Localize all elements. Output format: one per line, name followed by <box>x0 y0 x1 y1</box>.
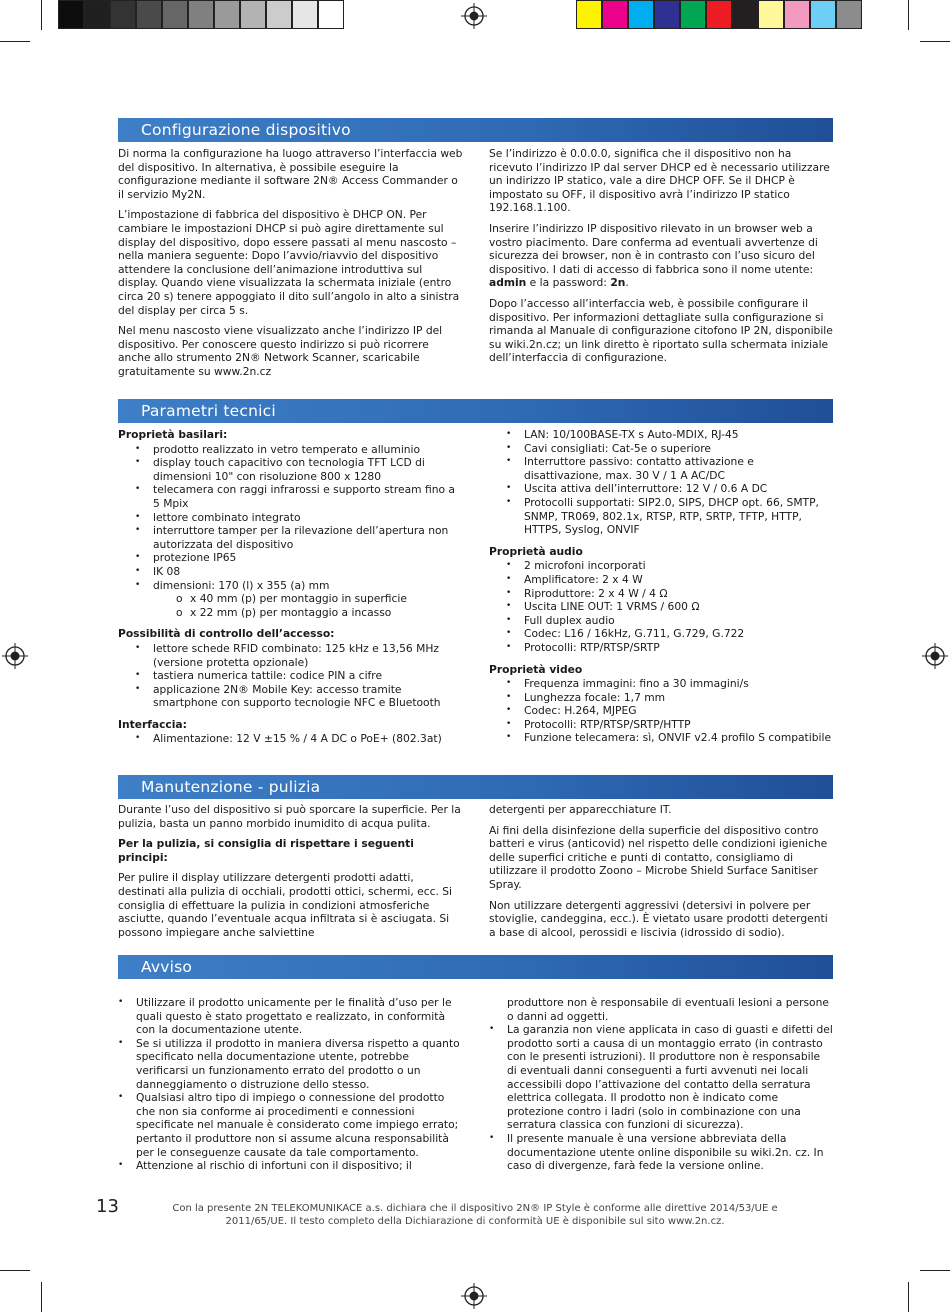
paragraph: Ai fini della disinfezione della superficie del dispositivo contro batteri e virus (anticovid) nel rispetto delle condizioni igieniche delle superfici critiche e punti di contatto, consigliamo di utilizzare il prodotto Zoono – Microbe Shield Surface Sanitiser Spray. <box>489 823 828 891</box>
maintenance-right-column <box>489 803 833 946</box>
color-swatch <box>810 0 836 29</box>
list-item: • Funzione telecamera: sì, ONVIF v2.4 profilo S compatibile <box>489 731 835 745</box>
crop-mark <box>908 1282 909 1312</box>
subheading-video: Proprietà video <box>489 662 583 676</box>
color-swatch <box>84 0 110 29</box>
color-swatch <box>628 0 654 29</box>
interface-list <box>118 732 463 746</box>
subheading-audio: Proprietà audio <box>489 544 583 558</box>
color-swatch <box>136 0 162 29</box>
registration-mark-icon <box>461 3 487 29</box>
text: Inserire l’indirizzo IP dispositivo rilevato in un browser web a vostro piacimento. Dare conferma ad eventuali avvertenze di sicurezza dei browser, non è in contrasto con l’uso sicuro del dispositivo. I dati di accesso di fabbrica sono il nome utente: <box>489 221 818 276</box>
crop-mark <box>908 0 909 30</box>
video-properties-list <box>489 677 835 745</box>
tech-right-column <box>489 428 835 745</box>
color-swatch <box>758 0 784 29</box>
list-item: • Qualsiasi altro tipo di impiego o connessione del prodotto che non sia conforme ai procedimenti e connessioni specificate nel manuale è considerato come impiego errato; pertanto il produttore non si assume alcuna responsabilità per le conseguenze causate da tale comportamento. <box>118 1091 463 1159</box>
list-item: • dimensioni: 170 (l) x 355 (a) mm <box>118 579 463 593</box>
crop-mark <box>0 41 30 42</box>
paragraph: Se l’indirizzo è 0.0.0.0, significa che il dispositivo non ha ricevuto l’indirizzo IP dal server DHCP ed è necessario utilizzare un indirizzo IP statico, vale a dire DHCP OFF. Se il DHCP è impostato su OFF, il dispositivo avrà l’indirizzo IP statico 192.168.1.100. <box>489 147 830 215</box>
color-swatch <box>292 0 318 29</box>
color-swatch <box>214 0 240 29</box>
color-swatch <box>110 0 136 29</box>
list-item: • Frequenza immagini: fino a 30 immagini/s <box>489 677 835 691</box>
color-swatch <box>680 0 706 29</box>
list-item: • 2 microfoni incorporati <box>489 559 835 573</box>
color-swatch <box>318 0 344 29</box>
list-item-continued: produttore non è responsabile di eventuali lesioni a persone o danni ad oggetti. <box>507 996 829 1023</box>
list-item: • tastiera numerica tattile: codice PIN a cifre <box>118 669 463 683</box>
color-swatch <box>732 0 758 29</box>
list-item: • lettore combinato integrato <box>118 511 463 525</box>
list-item: • interruttore tamper per la rilevazione dell’apertura non autorizzata del dispositivo <box>118 524 463 551</box>
color-swatch <box>706 0 732 29</box>
list-item: • Codec: L16 / 16kHz, G.711, G.729, G.722 <box>489 627 835 641</box>
list-item: • IK 08 <box>118 565 463 579</box>
list-item: • Il presente manuale è una versione abbreviata della documentazione utente online disponibile su wiki.2n. cz. In caso di divergenze, farà fede la versione online. <box>489 1132 833 1173</box>
crop-mark <box>920 1270 950 1271</box>
warning-list <box>118 996 463 1173</box>
grayscale-color-bar <box>58 0 344 32</box>
color-swatch <box>266 0 292 29</box>
list-item: • Uscita attiva dell’interruttore: 12 V / 0.6 A DC <box>489 482 835 496</box>
default-password: 2n <box>610 276 626 290</box>
list-item: • Se si utilizza il prodotto in maniera diversa rispetto a quanto specificato nella documentazione utente, potrebbe verificarsi un funzionamento errato del prodotto o un danneggiamento o distruzione dello stesso. <box>118 1037 463 1091</box>
list-item: • Protocolli: RTP/RTSP/SRTP <box>489 641 835 655</box>
list-item: • Alimentazione: 12 V ±15 % / 4 A DC o PoE+ (802.3at) <box>118 732 463 746</box>
maintenance-left-column <box>118 803 463 946</box>
cmyk-color-bar <box>576 0 862 32</box>
list-item: • Cavi consigliati: Cat-5e o superiore <box>489 442 835 456</box>
paragraph: Non utilizzare detergenti aggressivi (detersivi in polvere per stoviglie, candeggina, ecc.). È vietato usare prodotti detergenti a base di alcool, perossidi e liscivia (idrossido di sodio). <box>489 898 828 939</box>
list-item: • Protocolli supportati: SIP2.0, SIPS, DHCP opt. 66, SMTP, SNMP, TR069, 802.1x, RTSP, RTP, SRTP, TFTP, HTTP, HTTPS, Syslog, ONVIF <box>489 496 835 537</box>
section-header-configuration: Configurazione dispositivo <box>118 118 833 142</box>
registration-mark-icon <box>461 1283 487 1309</box>
paragraph: Per pulire il display utilizzare detergenti prodotti adatti, destinati alla pulizia di occhiali, prodotti ottici, schermi, ecc. Si consiglia di effettuare la pulizia in condizioni atmosferiche asciutte, quando l’eventuale acqua infiltrata si è asciugata. Si possono impiegare anche salviettine <box>118 871 453 939</box>
list-item: • Lunghezza focale: 1,7 mm <box>489 691 835 705</box>
paragraph-credentials <box>489 222 833 290</box>
section-header-warning: Avviso <box>118 955 833 979</box>
conformity-footer: Con la presente 2N TELEKOMUNIKACE a.s. dichiara che il dispositivo 2N® IP Style è conforme alle direttive 2014/53/UE e 2011/65/UE. Il testo completo della Dichiarazione di conformità UE è disponibile sul sito www.2n.cz. <box>172 1203 778 1227</box>
color-swatch <box>58 0 84 29</box>
subheading-interface: Interfaccia: <box>118 717 187 731</box>
config-right-column <box>489 147 833 372</box>
list-item: o x 40 mm (p) per montaggio in superficie <box>118 592 463 606</box>
list-item: • display touch capacitivo con tecnologia TFT LCD di dimensioni 10" con risoluzione 800 x 1280 <box>118 456 463 483</box>
list-item: • protezione IP65 <box>118 551 463 565</box>
text: . <box>625 276 629 290</box>
list-item: • Riproduttore: 2 x 4 W / 4 Ω <box>489 587 835 601</box>
list-item: • Protocolli: RTP/RTSP/SRTP/HTTP <box>489 718 835 732</box>
crop-mark <box>41 1282 42 1312</box>
paragraph: Di norma la configurazione ha luogo attraverso l’interfaccia web del dispositivo. In alternativa, è possibile eseguire la configurazione mediante il software 2N® Access Commander o il servizio My2N. <box>118 147 463 201</box>
registration-mark-icon <box>922 643 948 669</box>
subheading-access: Possibilità di controllo dell’accesso: <box>118 627 335 641</box>
list-item: • Interruttore passivo: contatto attivazione e disattivazione, max. 30 V / 1 A AC/DC <box>489 455 835 482</box>
list-item: • Codec: H.264, MJPEG <box>489 704 835 718</box>
crop-mark <box>920 41 950 42</box>
page-number: 13 <box>96 1196 119 1217</box>
color-swatch <box>240 0 266 29</box>
color-swatch <box>602 0 628 29</box>
color-swatch <box>784 0 810 29</box>
list-item: • prodotto realizzato in vetro temperato e alluminio <box>118 443 463 457</box>
color-swatch <box>576 0 602 29</box>
audio-properties-list <box>489 559 835 654</box>
paragraph: Nel menu nascosto viene visualizzato anche l’indirizzo IP del dispositivo. Per conoscere questo indirizzo si può ricorrere anche allo strumento 2N® Network Scanner, scaricabile gratuitamente su www.2n.cz <box>118 324 443 378</box>
warning-list-continued <box>489 1023 833 1173</box>
list-item: • Attenzione al rischio di infortuni con il dispositivo; il <box>118 1159 463 1173</box>
list-item: • LAN: 10/100BASE-TX s Auto-MDIX, RJ-45 <box>489 428 835 442</box>
list-item: • Utilizzare il prodotto unicamente per le finalità d’uso per le quali questo è stato progettato e realizzato, in conformità con la documentazione utente. <box>118 996 463 1037</box>
color-swatch <box>836 0 862 29</box>
tech-left-column <box>118 428 463 746</box>
list-item: • Uscita LINE OUT: 1 VRMS / 600 Ω <box>489 600 835 614</box>
color-swatch <box>162 0 188 29</box>
default-username: admin <box>489 276 527 290</box>
color-swatch <box>188 0 214 29</box>
interface-list-continued <box>489 428 835 537</box>
list-item: o x 22 mm (p) per montaggio a incasso <box>118 606 463 620</box>
crop-mark <box>41 0 42 30</box>
warning-left-column <box>118 996 463 1173</box>
paragraph: detergenti per apparecchiature IT. <box>489 803 672 816</box>
paragraph: Durante l’uso del dispositivo si può sporcare la superficie. Per la pulizia, basta un panno morbido inumidito di acqua pulita. <box>118 803 461 830</box>
subheading-basic: Proprietà basilari: <box>118 428 228 441</box>
dimension-sublist <box>118 592 463 619</box>
paragraph: Dopo l’accesso all’interfaccia web, è possibile configurare il dispositivo. Per informazioni dettagliate sulla configurazione si rimanda al Manuale di configurazione citofono IP 2N, disponibile su wiki.2n.cz; un link diretto è riportato sulla schermata iniziale dell’interfaccia di configurazione. <box>489 296 833 365</box>
registration-mark-icon <box>2 643 28 669</box>
basic-properties-list <box>118 443 463 593</box>
list-item: • telecamera con raggi infrarossi e supporto stream fino a 5 Mpix <box>118 483 463 510</box>
paragraph: L’impostazione di fabbrica del dispositivo è DHCP ON. Per cambiare le impostazioni DHCP si può agire direttamente sul display del dispositivo, dopo essere passati al menu nascosto – nella maniera seguente: Dopo l’avvio/riavvio del dispositivo attendere la conclusione dell’animazione introduttiva sul display. Quando viene visualizzata la schermata iniziale (entro circa 20 s) tenere appoggiato il dito sull’angolo in alto a sinistra del display per circa 5 s. <box>118 208 460 317</box>
list-item: • lettore schede RFID combinato: 125 kHz e 13,56 MHz (versione protetta opzionale) <box>118 642 463 669</box>
list-item: • applicazione 2N® Mobile Key: accesso tramite smartphone con supporto tecnologie NFC e Bluetooth <box>118 683 463 710</box>
list-item: • Amplificatore: 2 x 4 W <box>489 573 835 587</box>
warning-right-column <box>489 996 833 1173</box>
paragraph-bold: Per la pulizia, si consiglia di rispettare i seguenti principi: <box>118 837 414 864</box>
text: e la password: <box>526 276 611 290</box>
list-item: • Full duplex audio <box>489 614 835 628</box>
crop-mark <box>0 1270 30 1271</box>
access-control-list <box>118 642 463 710</box>
list-item: • La garanzia non viene applicata in caso di guasti e difetti del prodotto sorti a causa di un montaggio errato (in contrasto con le presenti istruzioni). Il produttore non è responsabile di eventuali danni conseguenti a furti avvenuti nei locali accessibili dopo l’attivazione del contatto della serratura elettrica collegata. Il prodotto non è indicato come protezione contro i ladri (solo in combinazione con una serratura classica con funzioni di sicurezza). <box>489 1023 833 1132</box>
color-swatch <box>654 0 680 29</box>
section-header-maintenance: Manutenzione - pulizia <box>118 775 833 799</box>
config-left-column <box>118 147 463 386</box>
section-header-technical: Parametri tecnici <box>118 399 833 423</box>
